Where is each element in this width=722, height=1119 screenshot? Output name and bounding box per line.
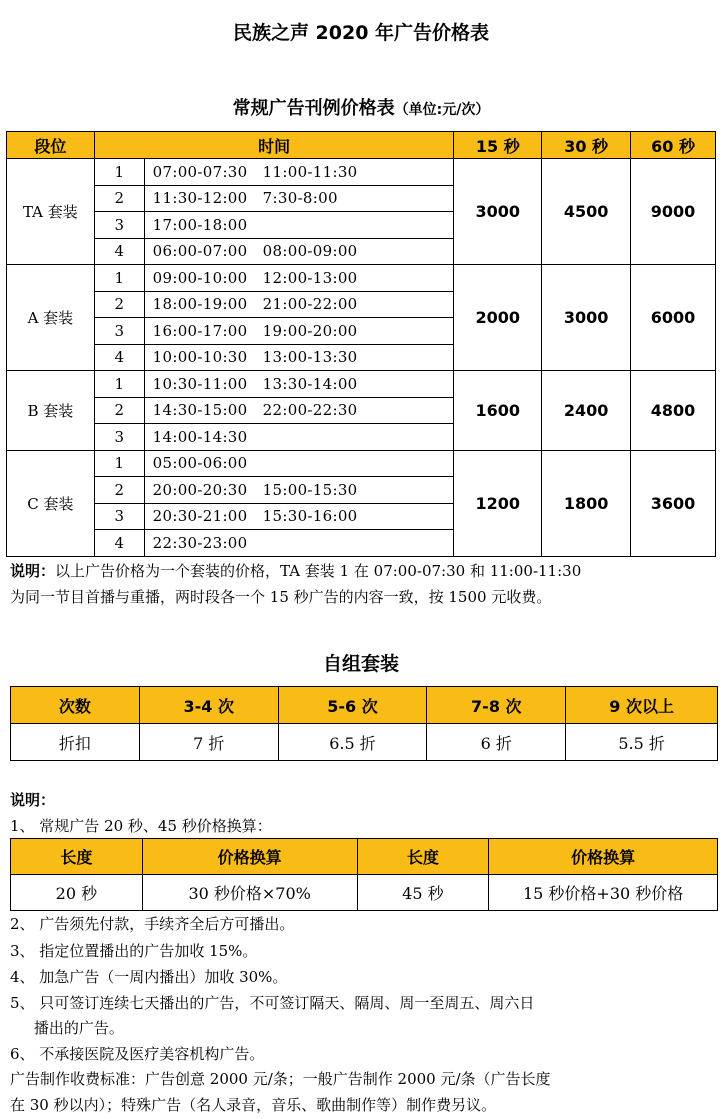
price-60s: 3600 xyxy=(631,450,716,556)
time-slot: 14:00-14:30 xyxy=(144,424,454,451)
time-slot: 07:00-07:30 11:00-11:30 xyxy=(144,159,454,186)
price-30s: 1800 xyxy=(542,450,631,556)
section-title-self-pack: 自组套装 xyxy=(322,653,399,675)
price-15s: 1200 xyxy=(454,450,542,556)
note-item-2: 2、 广告须先付款，手续齐全后方可播出。 xyxy=(10,915,295,933)
segment-name: A 套装 xyxy=(7,265,95,371)
note-item-1: 1、 常规广告 20 秒、45 秒价格换算： xyxy=(10,817,272,835)
table-row xyxy=(7,265,716,292)
time-slot: 20:00-20:30 15:00-15:30 xyxy=(144,477,454,504)
time-slot: 10:00-10:30 13:00-13:30 xyxy=(144,344,454,371)
notes-label: 说明： xyxy=(10,791,56,809)
conv-value-20s: 20 秒 xyxy=(11,875,143,911)
self-header-5-6: 5-6 次 xyxy=(278,687,427,724)
price-30s: 3000 xyxy=(542,265,631,371)
time-slot: 22:30-23:00 xyxy=(144,530,454,557)
section-title-regular xyxy=(0,94,722,120)
note-item-3: 3、 指定位置播出的广告加收 15%。 xyxy=(10,942,258,960)
price-60s: 6000 xyxy=(631,265,716,371)
table-row xyxy=(7,450,716,477)
time-slot: 16:00-17:00 19:00-20:00 xyxy=(144,318,454,345)
price-15s: 1600 xyxy=(454,371,542,451)
slot-number: 3 xyxy=(94,424,144,451)
time-slot: 11:30-12:00 7:30-8:00 xyxy=(144,185,454,212)
time-slot: 10:30-11:00 13:30-14:00 xyxy=(144,371,454,398)
price-60s: 9000 xyxy=(631,159,716,265)
slot-number: 4 xyxy=(94,530,144,557)
header-15s: 15 秒 xyxy=(454,132,542,159)
slot-number: 3 xyxy=(94,212,144,239)
price-30s: 4500 xyxy=(542,159,631,265)
slot-number: 1 xyxy=(94,371,144,398)
note-item-6: 6、 不承接医院及医疗美容机构广告。 xyxy=(10,1045,265,1063)
subtitle-text: 常规广告刊例价格表 xyxy=(232,98,395,119)
time-slot: 18:00-19:00 21:00-22:00 xyxy=(144,291,454,318)
time-slot: 14:30-15:00 22:00-22:30 xyxy=(144,397,454,424)
conv-value-20s-price: 30 秒价格×70% xyxy=(142,875,357,911)
conversion-table xyxy=(10,838,718,911)
table-row xyxy=(7,159,716,186)
self-header-7-8: 7-8 次 xyxy=(427,687,566,724)
segment-name: TA 套装 xyxy=(7,159,95,265)
segment-name: C 套装 xyxy=(7,450,95,556)
note-line-1: 以上广告价格为一个套装的价格，TA 套装 1 在 07:00-07:30 和 11:00-11:30 xyxy=(55,562,582,580)
self-value-9plus: 5.5 折 xyxy=(566,724,718,761)
note-1 xyxy=(10,558,581,610)
self-value-5-6: 6.5 折 xyxy=(278,724,427,761)
page-title: 民族之声 2020 年广告价格表 xyxy=(232,22,490,44)
time-slot: 17:00-18:00 xyxy=(144,212,454,239)
conv-header-length-1: 长度 xyxy=(11,839,143,875)
segment-name: B 套装 xyxy=(7,371,95,451)
time-slot: 20:30-21:00 15:30-16:00 xyxy=(144,503,454,530)
regular-price-body xyxy=(7,159,716,557)
self-pack-table xyxy=(10,686,718,761)
conv-header-price-1: 价格换算 xyxy=(142,839,357,875)
slot-number: 1 xyxy=(94,265,144,292)
self-header-count: 次数 xyxy=(11,687,140,724)
conv-value-45s-price: 15 秒价格+30 秒价格 xyxy=(489,875,718,911)
table-row xyxy=(7,371,716,398)
header-30s: 30 秒 xyxy=(542,132,631,159)
price-60s: 4800 xyxy=(631,371,716,451)
slot-number: 2 xyxy=(94,291,144,318)
self-header-3-4: 3-4 次 xyxy=(139,687,278,724)
slot-number: 1 xyxy=(94,159,144,186)
self-value-discount: 折扣 xyxy=(11,724,140,761)
price-30s: 2400 xyxy=(542,371,631,451)
header-time: 时间 xyxy=(94,132,454,159)
conv-value-45s: 45 秒 xyxy=(357,875,489,911)
note-line-2: 为同一节目首播与重播，两时段各一个 15 秒广告的内容一致，按 1500 元收费。 xyxy=(10,588,552,606)
slot-number: 1 xyxy=(94,450,144,477)
subtitle-unit: （单位:元/次） xyxy=(394,102,490,118)
conv-header-length-2: 长度 xyxy=(357,839,489,875)
regular-price-table xyxy=(6,131,716,557)
conv-header-price-2: 价格换算 xyxy=(489,839,718,875)
self-value-7-8: 6 折 xyxy=(427,724,566,761)
slot-number: 2 xyxy=(94,185,144,212)
header-60s: 60 秒 xyxy=(631,132,716,159)
note-label: 说明： xyxy=(10,562,56,580)
fee-line-1: 广告制作收费标准：广告创意 2000 元/条；一般广告制作 2000 元/条（广告长度 xyxy=(10,1070,551,1088)
price-15s: 2000 xyxy=(454,265,542,371)
slot-number: 2 xyxy=(94,477,144,504)
time-slot: 09:00-10:00 12:00-13:00 xyxy=(144,265,454,292)
slot-number: 4 xyxy=(94,344,144,371)
slot-number: 2 xyxy=(94,397,144,424)
slot-number: 3 xyxy=(94,503,144,530)
time-slot: 05:00-06:00 xyxy=(144,450,454,477)
slot-number: 3 xyxy=(94,318,144,345)
self-header-9plus: 9 次以上 xyxy=(566,687,718,724)
note-item-5: 5、 只可签订连续七天播出的广告，不可签订隔天、隔周、周一至周五、周六日 xyxy=(10,994,535,1012)
fee-line-2: 在 30 秒以内）；特殊广告（名人录音，音乐、歌曲制作等）制作费另议。 xyxy=(10,1096,497,1114)
time-slot: 06:00-07:00 08:00-09:00 xyxy=(144,238,454,265)
note-item-5-cont: 播出的广告。 xyxy=(10,1019,124,1037)
slot-number: 4 xyxy=(94,238,144,265)
price-15s: 3000 xyxy=(454,159,542,265)
self-value-3-4: 7 折 xyxy=(139,724,278,761)
header-segment: 段位 xyxy=(7,132,95,159)
note-item-4: 4、 加急广告（一周内播出）加收 30%。 xyxy=(10,968,288,986)
